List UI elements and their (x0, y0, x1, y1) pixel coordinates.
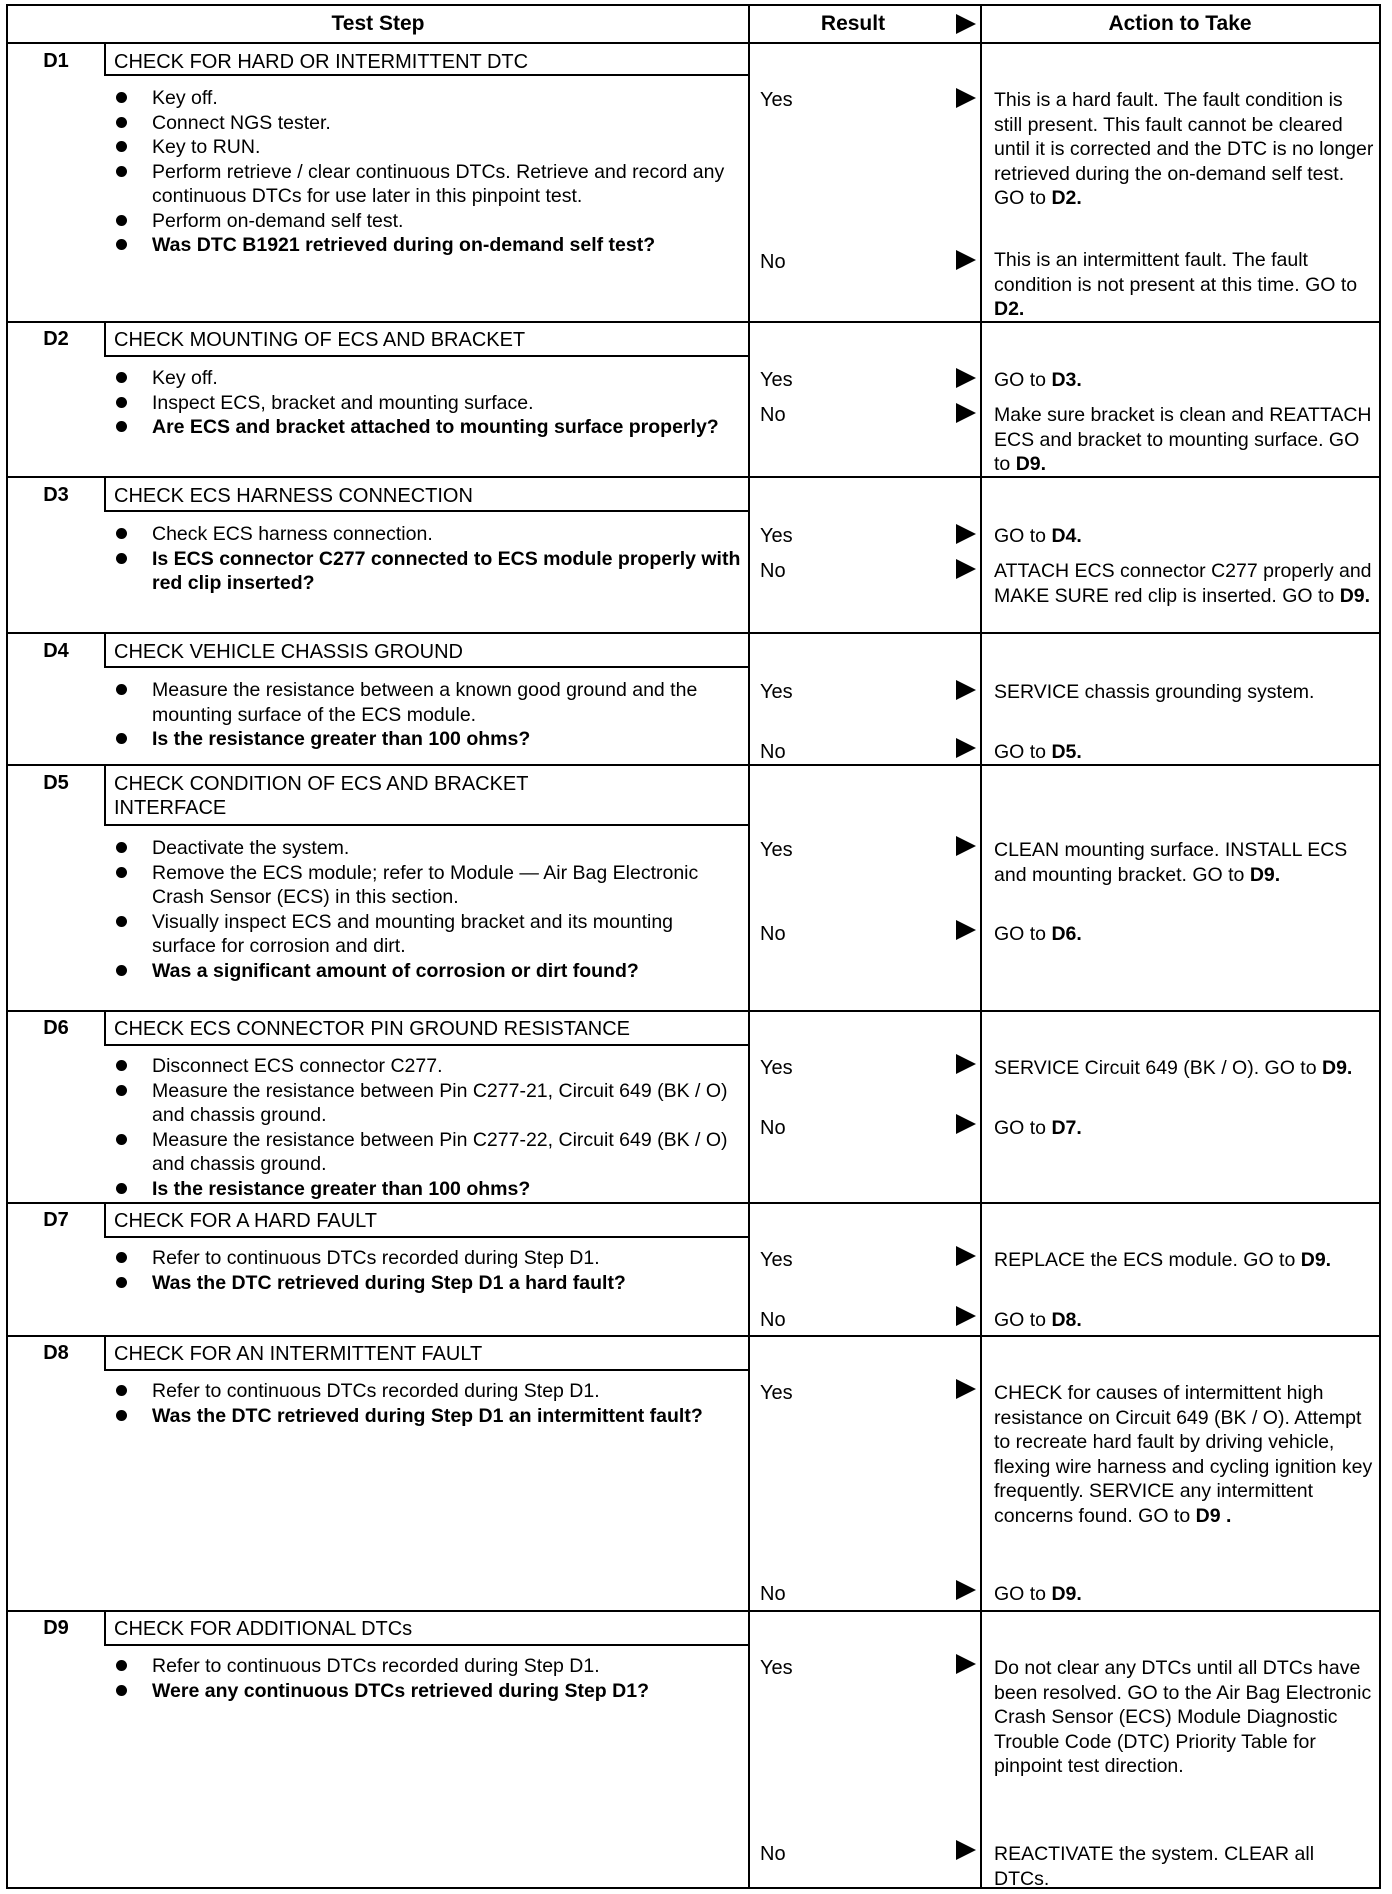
action-no-d5 (994, 922, 1374, 947)
action-no-d3 (994, 559, 1374, 608)
goto-step: D3. (1051, 369, 1082, 391)
action-text: SERVICE Circuit 649 (BK / O). GO to (994, 1057, 1317, 1079)
title-divider (104, 1644, 748, 1646)
question-text: Was DTC B1921 retrieved during on-demand self test? (152, 234, 656, 256)
goto-step: D9. (1300, 1249, 1332, 1271)
step-bullets-d3 (112, 522, 742, 596)
action-no-d8 (994, 1582, 1374, 1607)
arrow-icon (956, 403, 976, 423)
result-yes: Yes (760, 681, 793, 703)
bullet-text: Check ECS harness connection. (152, 523, 433, 545)
bullet-icon (116, 842, 127, 853)
goto-step: D4. (1051, 525, 1082, 547)
action-text: GO to (994, 1309, 1047, 1331)
action-text: CHECK for causes of intermittent high resistance on Circuit 649 (BK / O). Attempt to recreate hard fault by driving vehicle, flexing wire harness and cycling ignition key frequently. SERVICE any intermittent concerns found. GO to (994, 1382, 1373, 1527)
arrow-icon (956, 1306, 976, 1326)
arrow-icon (956, 1379, 976, 1399)
bullet-icon (116, 733, 127, 744)
result-yes: Yes (760, 1657, 793, 1679)
question-text: Is ECS connector C277 connected to ECS module properly with red clip inserted? (152, 547, 741, 594)
row-divider (8, 1335, 1379, 1337)
step-id-d4: D4 (43, 640, 69, 662)
step-title-d4: CHECK VEHICLE CHASSIS GROUND (114, 641, 463, 663)
action-text: This is a hard fault. The fault condition is still present. This fault cannot be cleared until it is corrected and the DTC is no longer retrieved during the on-demand self test. GO to (994, 89, 1374, 209)
bullet-text: Connect NGS tester. (152, 111, 331, 134)
row-divider (8, 1610, 1379, 1612)
bullet-icon (116, 239, 127, 250)
bullet-icon (116, 1410, 127, 1421)
step-id-d3: D3 (43, 484, 69, 506)
action-yes-d2 (994, 368, 1374, 393)
bullet-icon (116, 965, 127, 976)
action-no-d1 (994, 248, 1374, 322)
step-bullets-d5 (112, 836, 742, 983)
step-title-d6: CHECK ECS CONNECTOR PIN GROUND RESISTANCE (114, 1018, 630, 1040)
step-bullets-d4 (112, 678, 742, 752)
bullet-icon (116, 867, 127, 878)
bullet-icon (116, 1252, 127, 1263)
title-divider (104, 510, 748, 512)
question-text: Is the resistance greater than 100 ohms? (152, 728, 531, 750)
title-divider (104, 1369, 748, 1371)
result-no: No (760, 1583, 786, 1605)
row-divider (8, 1010, 1379, 1012)
result-yes: Yes (760, 525, 793, 547)
goto-step: D2. (1051, 187, 1082, 209)
step-bullets-d9 (112, 1654, 742, 1703)
bullet-icon (116, 421, 127, 432)
result-no: No (760, 923, 786, 945)
step-id-d6: D6 (43, 1017, 69, 1039)
bullet-icon (116, 141, 127, 152)
goto-step: D7. (1051, 1117, 1082, 1139)
action-text: GO to (994, 369, 1047, 391)
bullet-text: Deactivate the system. (152, 837, 350, 859)
bullet-icon (116, 528, 127, 539)
bullet-icon (116, 397, 127, 408)
arrow-icon (956, 1054, 976, 1074)
bullet-icon (116, 916, 127, 927)
step-id-divider (104, 1202, 106, 1236)
result-no: No (760, 560, 786, 582)
bullet-text: Measure the resistance between Pin C277-21, Circuit 649 (BK / O) and chassis ground. (152, 1079, 728, 1126)
goto-step: D8. (1051, 1309, 1082, 1331)
arrow-icon (956, 524, 976, 544)
bullet-text: Perform on-demand self test. (152, 209, 404, 232)
arrow-icon (956, 1246, 976, 1266)
bullet-icon (116, 1277, 127, 1288)
step-id-divider (104, 42, 106, 74)
header-arrow-icon (956, 14, 976, 34)
step-id-divider (104, 1610, 106, 1644)
bullet-text: Measure the resistance between Pin C277-22, Circuit 649 (BK / O) and chassis ground. (152, 1128, 728, 1175)
step-title-d8: CHECK FOR AN INTERMITTENT FAULT (114, 1343, 483, 1365)
header-result: Result (820, 12, 886, 35)
bullet-icon (116, 1085, 127, 1096)
action-yes-d5 (994, 838, 1374, 887)
action-text: GO to (994, 923, 1047, 945)
bullet-text: Perform retrieve / clear continuous DTCs. Retrieve and record any continuous DTCs for use later in this pinpoint test. (152, 160, 725, 207)
step-id-d5: D5 (43, 772, 69, 794)
arrow-icon (956, 836, 976, 856)
step-id-d9: D9 (43, 1617, 69, 1639)
result-no: No (760, 1843, 786, 1865)
action-text: This is an intermittent fault. The fault condition is not present at this time. GO to (994, 249, 1358, 296)
result-yes: Yes (760, 1249, 793, 1271)
action-text: Make sure bracket is clean and REATTACH ECS and bracket to mounting surface. GO to (994, 404, 1372, 475)
bullet-text: Measure the resistance between a known good ground and the mounting surface of the ECS module. (152, 679, 698, 726)
pinpoint-test-table (6, 4, 1381, 1889)
arrow-icon (956, 88, 976, 108)
action-yes-d8 (994, 1381, 1374, 1528)
bullet-text: Refer to continuous DTCs recorded during Step D1. (152, 1655, 600, 1677)
action-text: SERVICE chassis grounding system. (994, 681, 1315, 703)
step-id-divider (104, 321, 106, 355)
step-id-d2: D2 (43, 328, 69, 350)
step-id-divider (104, 1335, 106, 1369)
step-bullets-d1 (112, 86, 742, 258)
bullet-icon (116, 215, 127, 226)
result-yes: Yes (760, 1382, 793, 1404)
result-no: No (760, 404, 786, 426)
arrow-icon (956, 1580, 976, 1600)
question-text: Are ECS and bracket attached to mounting surface properly? (152, 416, 719, 438)
bullet-text: Key to RUN. (152, 136, 261, 158)
question-text: Was a significant amount of corrosion or dirt found? (152, 959, 639, 982)
title-divider (104, 666, 748, 668)
step-title-d9: CHECK FOR ADDITIONAL DTCs (114, 1618, 413, 1640)
action-no-d7 (994, 1308, 1374, 1333)
arrow-icon (956, 920, 976, 940)
step-title-d5: CHECK CONDITION OF ECS AND BRACKET INTERFACE (114, 773, 529, 819)
row-divider (8, 1202, 1379, 1204)
bullet-icon (116, 553, 127, 564)
action-text: REACTIVATE the system. CLEAR all DTCs. (994, 1843, 1315, 1890)
bullet-icon (116, 1385, 127, 1396)
arrow-icon (956, 1654, 976, 1674)
action-text: Do not clear any DTCs until all DTCs have been resolved. GO to the Air Bag Electronic Crash Sensor (ECS) Module Diagnostic Trouble Code (DTC) Priority Table for pinpoint test direction. (994, 1657, 1372, 1777)
goto-step: D9. (1339, 584, 1371, 607)
bullet-icon (116, 1060, 127, 1071)
action-yes-d3 (994, 524, 1374, 549)
arrow-icon (956, 250, 976, 270)
header-divider (8, 42, 1379, 44)
goto-step: D9. (1015, 453, 1047, 475)
step-id-divider (104, 1010, 106, 1044)
bullet-text: Remove the ECS module; refer to Module — Air Bag Electronic Crash Sensor (ECS) in this section. (152, 861, 699, 908)
action-text: CLEAN mounting surface. INSTALL ECS and mounting bracket. GO to (994, 839, 1348, 886)
goto-step: D9. (1249, 863, 1281, 886)
header-test-step: Test Step (331, 12, 425, 35)
result-yes: Yes (760, 839, 793, 861)
action-text: GO to (994, 1583, 1047, 1605)
bullet-text: Inspect ECS, bracket and mounting surface. (152, 391, 534, 414)
arrow-icon (956, 559, 976, 579)
step-id-divider (104, 632, 106, 666)
arrow-icon (956, 1114, 976, 1134)
action-yes-d7 (994, 1248, 1374, 1273)
step-bullets-d8 (112, 1379, 742, 1428)
goto-step: D9 . (1195, 1504, 1232, 1527)
goto-step: D2. (994, 298, 1025, 320)
step-id-divider (104, 764, 106, 824)
goto-step: D5. (1051, 741, 1082, 763)
bullet-text: Refer to continuous DTCs recorded during Step D1. (152, 1247, 600, 1269)
question-text: Was the DTC retrieved during Step D1 a hard fault? (152, 1271, 626, 1294)
result-no: No (760, 741, 786, 763)
bullet-icon (116, 117, 127, 128)
action-yes-d6 (994, 1056, 1374, 1081)
step-id-d8: D8 (43, 1342, 69, 1364)
question-text: Were any continuous DTCs retrieved during Step D1? (152, 1679, 649, 1702)
goto-step: D9. (1051, 1583, 1082, 1605)
step-title-d7: CHECK FOR A HARD FAULT (114, 1210, 378, 1232)
arrow-icon (956, 738, 976, 758)
action-text: REPLACE the ECS module. GO to (994, 1249, 1296, 1271)
bullet-icon (116, 92, 127, 103)
result-no: No (760, 1309, 786, 1331)
bullet-icon (116, 1685, 127, 1696)
bullet-icon (116, 684, 127, 695)
bullet-text: Disconnect ECS connector C277. (152, 1055, 443, 1077)
action-no-d6 (994, 1116, 1374, 1141)
bullet-text: Key off. (152, 367, 218, 389)
title-divider (104, 824, 748, 826)
bullet-icon (116, 166, 127, 177)
bullet-text: Refer to continuous DTCs recorded during Step D1. (152, 1380, 600, 1402)
question-text: Is the resistance greater than 100 ohms? (152, 1177, 531, 1200)
step-id-d1: D1 (43, 50, 69, 72)
action-text: ATTACH ECS connector C277 properly and MAKE SURE red clip is inserted. GO to (994, 560, 1372, 607)
action-yes-d4 (994, 680, 1374, 705)
result-no: No (760, 251, 786, 273)
result-no: No (760, 1117, 786, 1139)
title-divider (104, 1044, 748, 1046)
arrow-icon (956, 1840, 976, 1860)
arrow-icon (956, 368, 976, 388)
step-id-d7: D7 (43, 1209, 69, 1231)
step-bullets-d6 (112, 1054, 742, 1201)
step-title-d1: CHECK FOR HARD OR INTERMITTENT DTC (114, 51, 529, 73)
title-divider (104, 355, 748, 357)
action-text: GO to (994, 741, 1047, 763)
arrow-icon (956, 680, 976, 700)
bullet-icon (116, 372, 127, 383)
goto-step: D9. (1322, 1057, 1353, 1079)
step-title-d2: CHECK MOUNTING OF ECS AND BRACKET (114, 329, 526, 351)
question-text: Was the DTC retrieved during Step D1 an intermittent fault? (152, 1404, 703, 1427)
action-text: GO to (994, 1117, 1047, 1139)
column-divider-result (748, 6, 750, 1887)
result-yes: Yes (760, 89, 793, 111)
bullet-icon (116, 1660, 127, 1671)
action-yes-d9 (994, 1656, 1374, 1779)
action-no-d9 (994, 1842, 1374, 1891)
action-no-d2 (994, 403, 1374, 477)
step-title-d3: CHECK ECS HARNESS CONNECTION (114, 485, 473, 507)
title-divider (104, 1236, 748, 1238)
action-no-d4 (994, 740, 1374, 765)
action-text: GO to (994, 525, 1047, 547)
result-yes: Yes (760, 369, 793, 391)
bullet-icon (116, 1183, 127, 1194)
step-bullets-d2 (112, 366, 742, 440)
title-divider (104, 74, 748, 76)
column-divider-action (980, 6, 982, 1887)
row-divider (8, 632, 1379, 634)
step-id-divider (104, 476, 106, 510)
bullet-text: Visually inspect ECS and mounting bracket and its mounting surface for corrosion and dirt. (152, 910, 674, 957)
goto-step: D6. (1051, 923, 1082, 945)
action-yes-d1 (994, 88, 1374, 211)
header-action: Action to Take (1108, 12, 1252, 35)
step-bullets-d7 (112, 1246, 742, 1295)
bullet-icon (116, 1134, 127, 1145)
result-yes: Yes (760, 1057, 793, 1079)
bullet-text: Key off. (152, 87, 218, 109)
